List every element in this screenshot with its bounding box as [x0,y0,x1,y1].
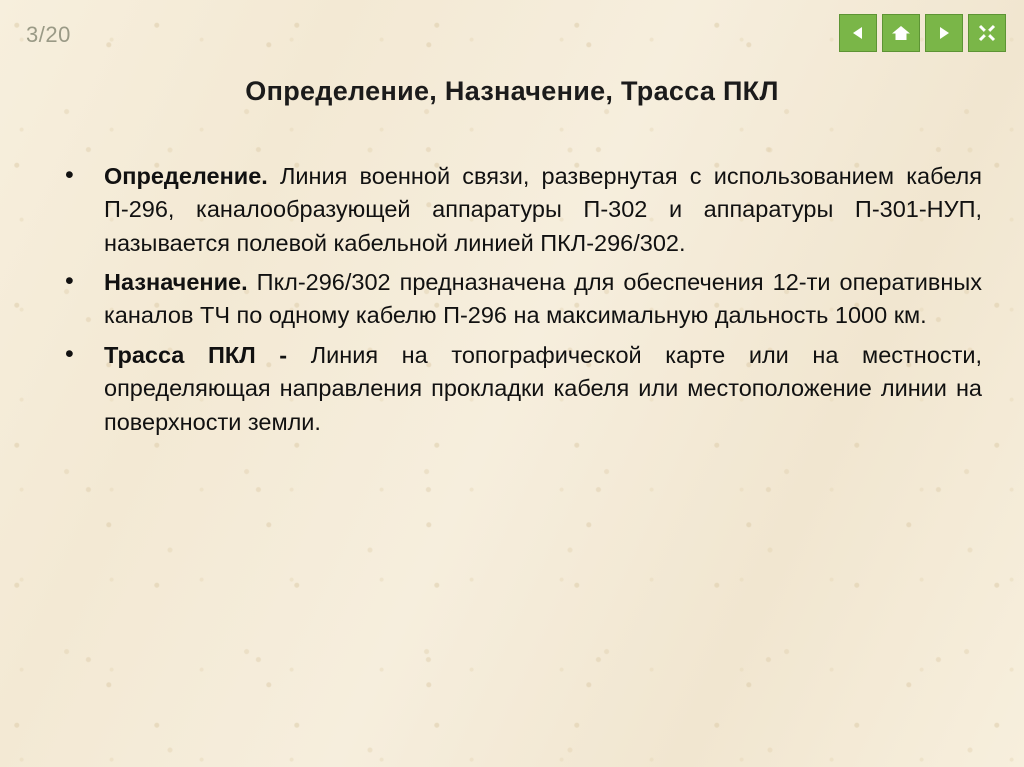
triangle-left-icon [849,24,867,42]
bullet-text: Пкл-296/302 предназначена для обеспечения 12-ти оперативных каналов ТЧ по одному кабелю П-296 на максимальную дальность 1000 км. [104,269,982,329]
home-button[interactable] [882,14,920,52]
list-item [52,160,982,260]
bullet-list [52,160,982,439]
triangle-right-icon [935,24,953,42]
navigation-bar [839,14,1006,52]
close-x-icon [977,23,997,43]
previous-slide-button[interactable] [839,14,877,52]
list-item [52,266,982,333]
close-button[interactable] [968,14,1006,52]
next-slide-button[interactable] [925,14,963,52]
bullet-text: Линия военной связи, развернутая с использованием кабеля П-296, каналообразующей аппаратуры П-302 и аппаратуры П-301-НУП, называется полевой кабельной линией ПКЛ-296/302. [104,163,982,256]
page-title: Определение, Назначение, Трасса ПКЛ [245,76,779,106]
bullet-lead: Назначение. [104,269,248,296]
bullet-lead: Трасса ПКЛ - [104,341,288,368]
slide-number: 3/20 [26,22,71,47]
slide-content [52,160,982,445]
home-icon [891,24,911,42]
bullet-lead: Определение. [104,163,268,189]
bullet-text: Линия на топографической карте или на местности, определяющая направления прокладки кабеля или местоположение линии на поверхности земли. [104,341,982,435]
list-item [52,339,982,439]
